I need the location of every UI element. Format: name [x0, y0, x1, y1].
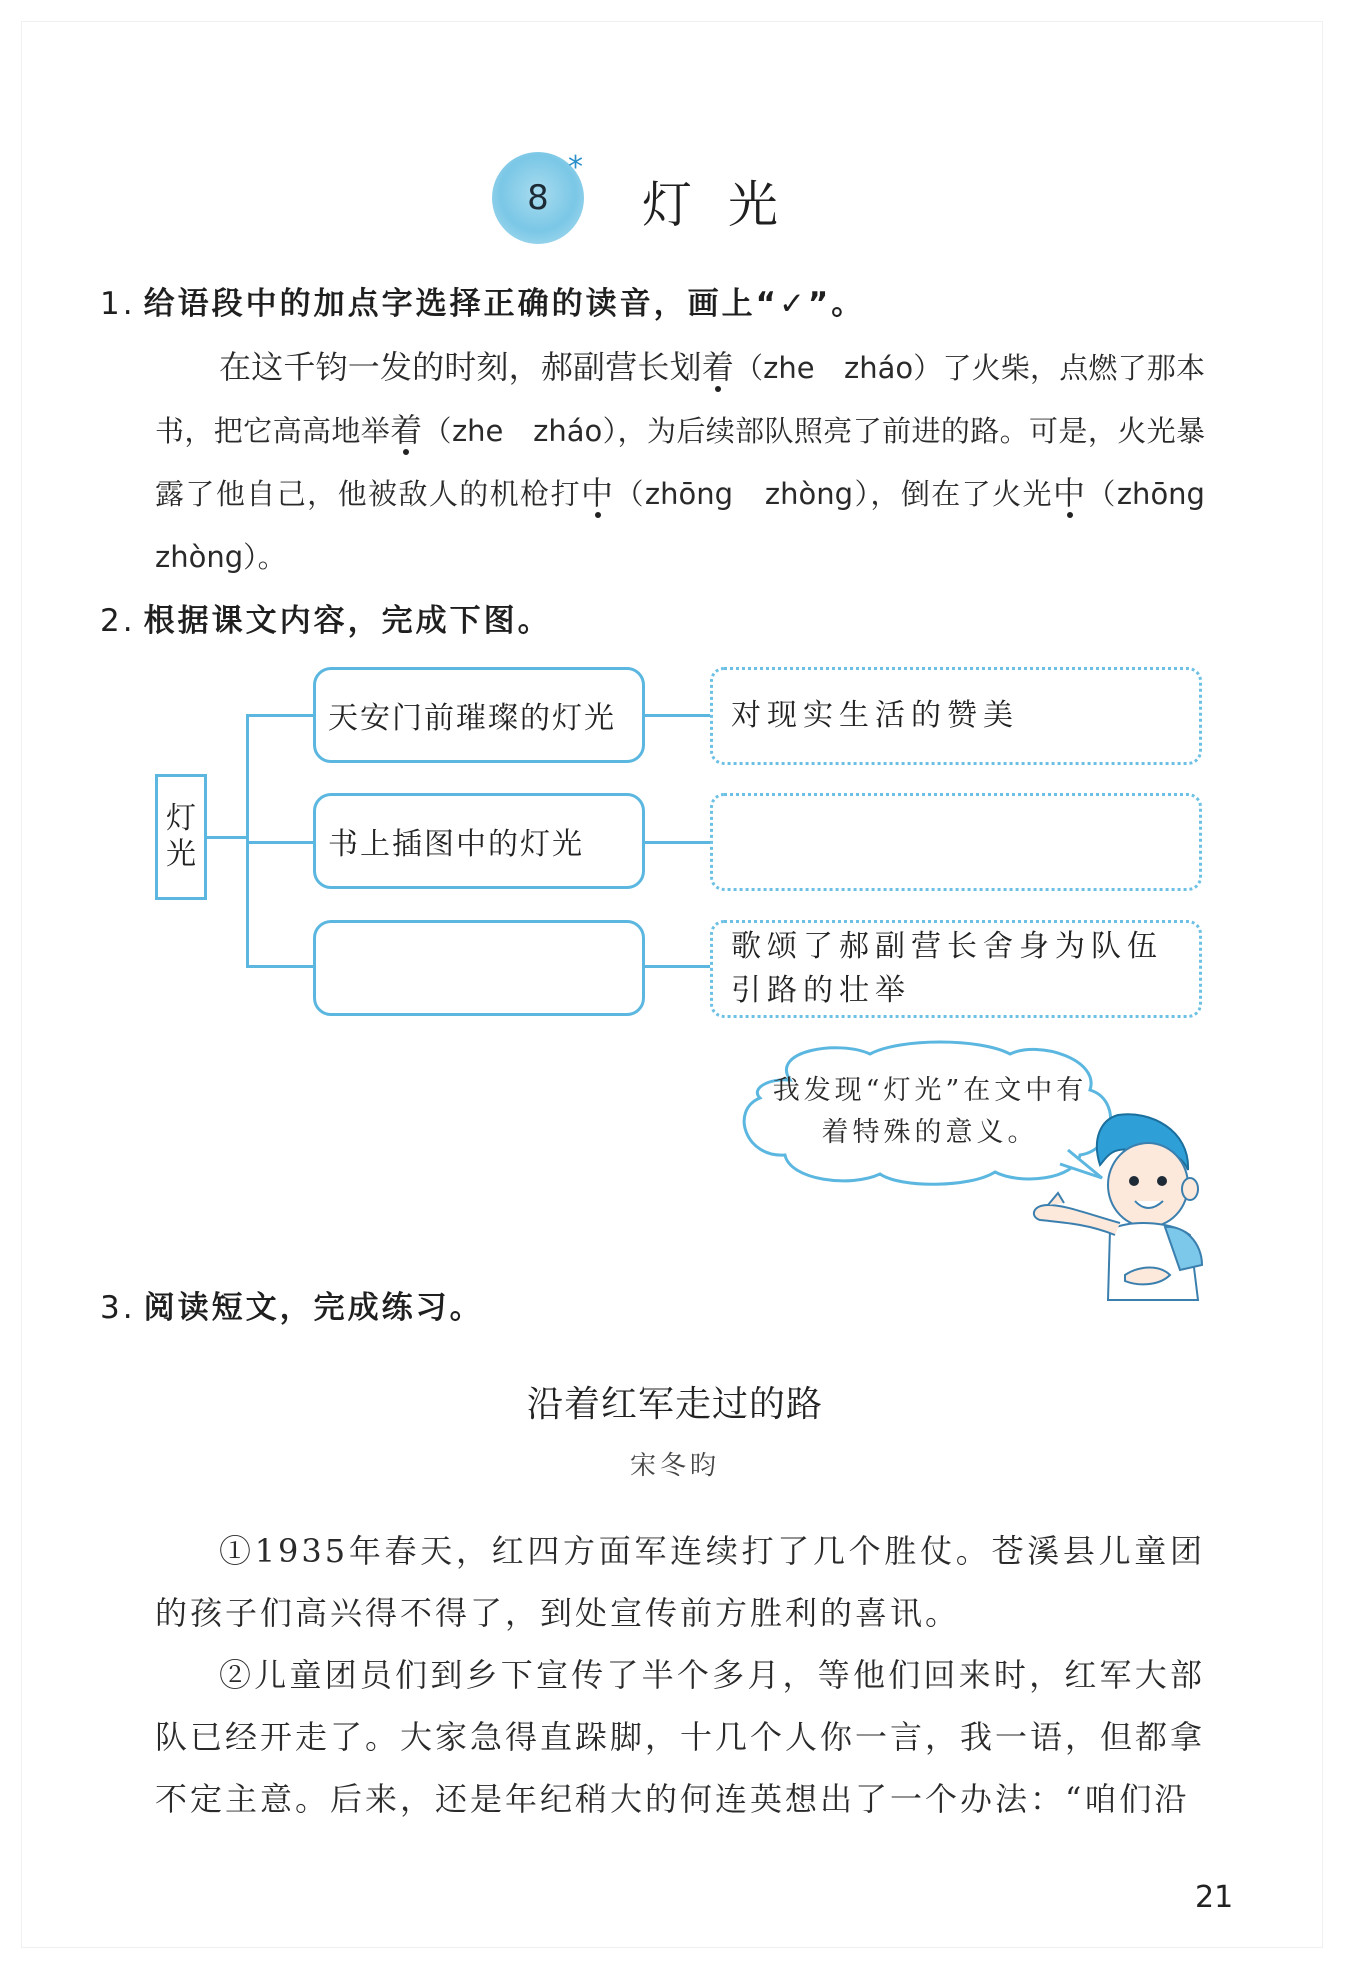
diagram-root-box [155, 774, 207, 900]
diagram-box-1 [313, 667, 645, 763]
root-char: 灯 [166, 801, 196, 836]
reading-author: 宋冬昀 [629, 1451, 720, 1481]
dotted-char: 中 [1052, 474, 1087, 512]
question-2-heading [100, 595, 552, 640]
connector-line [645, 841, 710, 844]
passage-text: 在这千钧一发的时刻，郝副营长划 [219, 348, 702, 386]
question-3-number: 3. [100, 1290, 136, 1326]
reading-title: 沿着红军走过的路 [526, 1384, 823, 1425]
root-char: 光 [166, 837, 196, 872]
passage-text: （zhōng zhòng），倒在了火光 [614, 477, 1053, 511]
passage-text: （zhe zháo）了火柴，点燃了那本书，把它高高地举 [155, 351, 1205, 448]
question-1-text: 给语段中的加点字选择正确的读音，画上“✓”。 [143, 286, 866, 322]
question-1-heading [100, 278, 865, 323]
lesson-title: 灯光 [642, 176, 814, 234]
connector-line [246, 841, 313, 844]
box-label: 书上插图中的灯光 [328, 827, 584, 862]
lesson-number: 8 [527, 178, 549, 218]
question-3-text: 阅读短文，完成练习。 [143, 1290, 484, 1326]
connector-line [645, 714, 710, 717]
optional-lesson-star: * [568, 150, 583, 185]
question-3-heading [100, 1282, 484, 1327]
page-number: 21 [1195, 1880, 1234, 1915]
answer-box-1 [710, 667, 1202, 765]
question-1-number: 1. [100, 286, 136, 322]
box-label: 天安门前璀璨的灯光 [328, 701, 616, 736]
reading-paragraph-1: ①1935年春天，红四方面军连续打了几个胜仗。苍溪县儿童团的孩子们高兴得不得了，到处宣传前方胜利的喜讯。 [155, 1532, 1205, 1632]
passage-text: （zhōng zhòng）。 [155, 477, 1234, 574]
answer-text: 对现实生活的赞美 [731, 698, 1019, 733]
connector-line [246, 714, 313, 717]
dotted-char: 着 [701, 348, 734, 386]
question-1-passage [155, 336, 1234, 588]
speech-bubble-text: 我发现“灯光”在文中有着特殊的意义。 [772, 1075, 1088, 1148]
answer-box-2-blank[interactable] [710, 793, 1202, 891]
connector-line [207, 836, 247, 839]
reading-paragraph-2: ②儿童团员们到乡下宣传了半个多月，等他们回来时，红军大部队已经开走了。大家急得直跺脚，十几个人你一言，我一语，但都拿不定主意。后来，还是年纪稍大的何连英想出了一个办法：“咱们沿 [155, 1656, 1206, 1818]
question-2-number: 2. [100, 603, 136, 639]
connector-line [645, 965, 710, 968]
answer-box-3 [710, 920, 1202, 1018]
passage-text: （zhe zháo），为后续部队照亮了前进的路。可是，火光暴露了他自己，他被敌人的机枪打 [155, 414, 1205, 511]
connector-line [246, 714, 249, 966]
dotted-char: 中 [581, 474, 615, 512]
answer-text: 歌颂了郝副营长舍身为队伍引路的壮举 [731, 929, 1163, 1008]
dotted-char: 着 [390, 411, 423, 449]
boy-illustration-icon [1030, 1105, 1205, 1305]
diagram-box-3-blank[interactable] [313, 920, 645, 1016]
question-2-text: 根据课文内容，完成下图。 [143, 603, 552, 639]
diagram-box-2 [313, 793, 645, 889]
connector-line [246, 965, 313, 968]
